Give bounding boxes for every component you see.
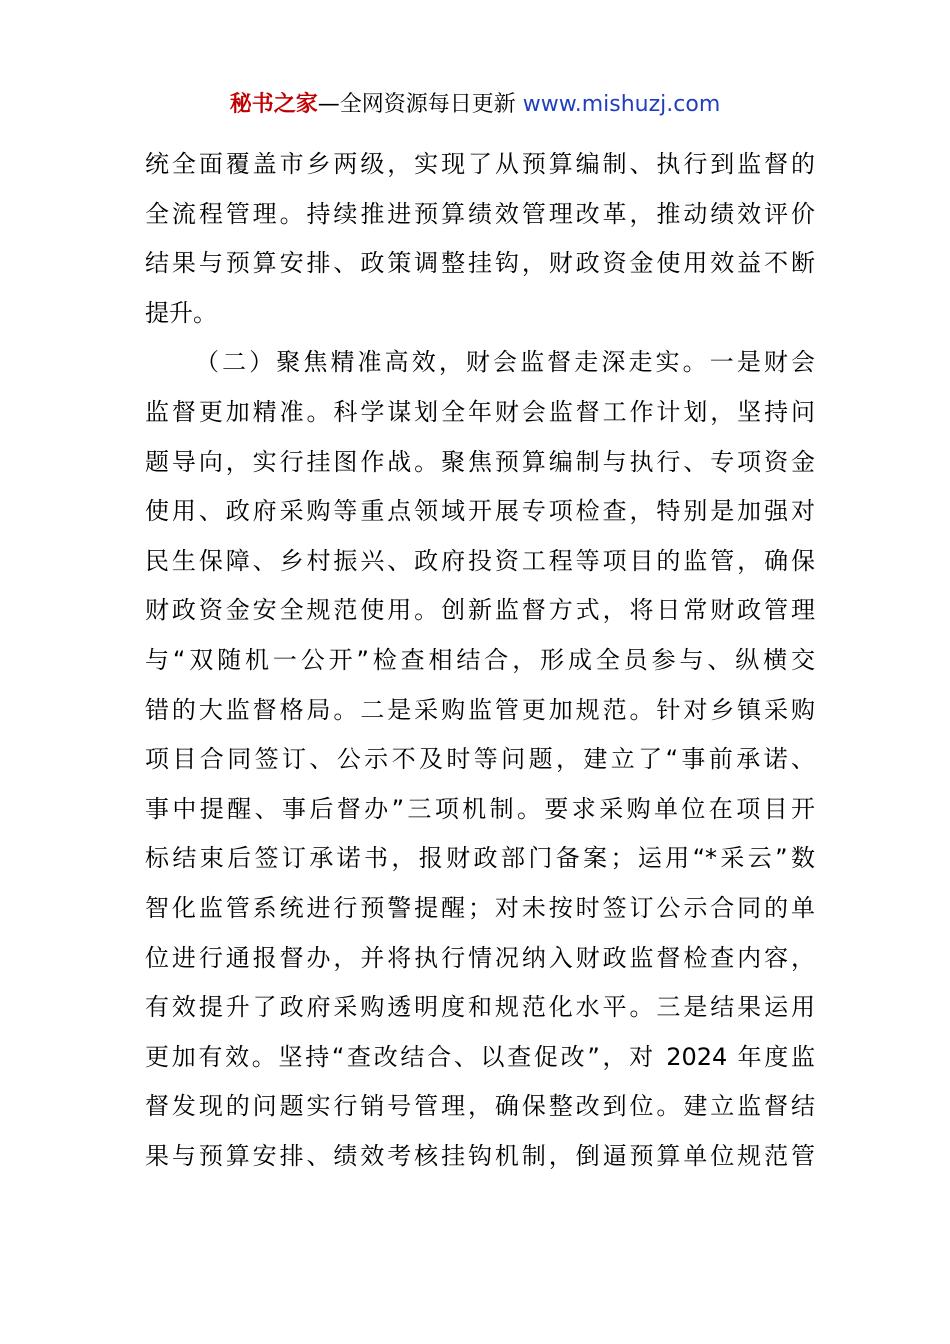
- body-line: 题导向，实行挂图作战。聚焦预算编制与执行、专项资金: [145, 447, 815, 476]
- body-line: 智化监管系统进行预警提醒；对未按时签订公示合同的单: [145, 893, 815, 922]
- body-line: 统全面覆盖市乡两级，实现了从预算编制、执行到监督的: [145, 150, 815, 178]
- body-line: 结果与预算安排、政策调整挂钩，财政资金使用效益不断: [145, 249, 815, 278]
- body-line: 与“双随机一公开”检查相结合，形成全员参与、纵横交: [145, 645, 815, 674]
- body-line: 项目合同签订、公示不及时等问题，建立了“事前承诺、: [145, 745, 815, 774]
- body-line: 财政资金安全规范使用。创新监督方式，将日常财政管理: [145, 596, 815, 625]
- body-line: 有效提升了政府采购透明度和规范化水平。三是结果运用: [145, 993, 815, 1022]
- body-line: 督发现的问题实行销号管理，确保整改到位。建立监督结: [145, 1092, 815, 1121]
- body-line: 全流程管理。持续推进预算绩效管理改革，推动绩效评价: [145, 199, 815, 228]
- site-url-link[interactable]: www.mishuzj.com: [522, 92, 721, 117]
- site-header: [0, 88, 950, 122]
- body-line: 更加有效。坚持“查改结合、以查促改”，对 2024 年度监: [145, 1042, 815, 1071]
- body-line: 提升。: [145, 298, 217, 327]
- section-heading-line: （二）聚焦精准高效，财会监督走深走实。一是财会: [195, 348, 815, 377]
- document-body: [145, 140, 815, 1181]
- body-line: 错的大监督格局。二是采购监管更加规范。针对乡镇采购: [145, 695, 815, 724]
- body-line: 果与预算安排、绩效考核挂钩机制，倒逼预算单位规范管: [145, 1141, 815, 1170]
- body-line: 使用、政府采购等重点领域开展专项检查，特别是加强对: [145, 497, 815, 526]
- body-line: 标结束后签订承诺书，报财政部门备案；运用“*采云”数: [145, 844, 815, 873]
- body-line: 民生保障、乡村振兴、政府投资工程等项目的监管，确保: [145, 546, 815, 575]
- brand-name: 秘书之家: [229, 92, 318, 117]
- body-line: 监督更加精准。科学谋划全年财会监督工作计划，坚持问: [145, 397, 815, 426]
- body-line: 位进行通报督办，并将执行情况纳入财政监督检查内容，: [145, 943, 815, 972]
- body-line: 事中提醒、事后督办”三项机制。要求采购单位在项目开: [145, 794, 815, 823]
- header-tagline: —全网资源每日更新: [317, 92, 523, 117]
